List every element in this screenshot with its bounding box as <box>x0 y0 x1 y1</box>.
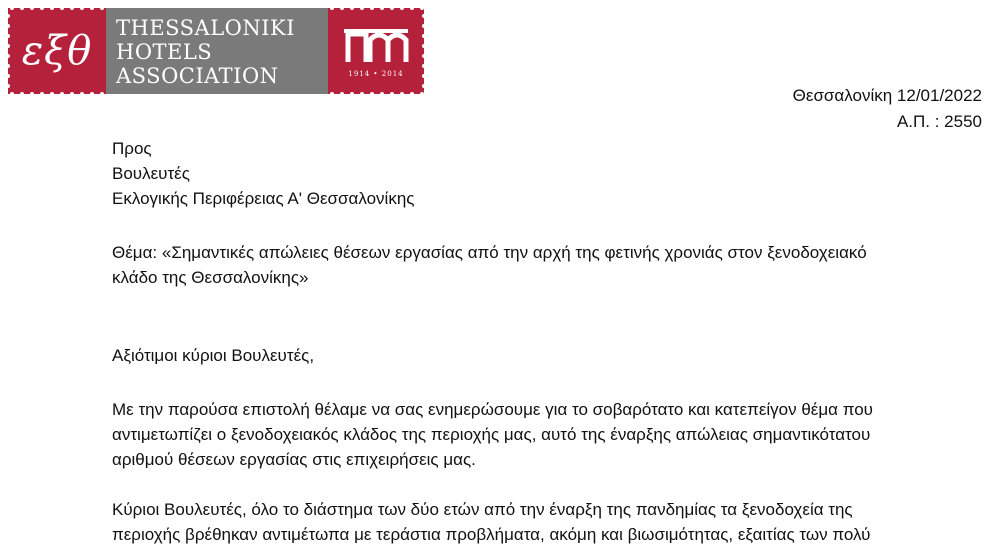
logo-line-3: ASSOCIATION <box>116 64 279 88</box>
paragraph-1-line-1: Με την παρούσα επιστολή θέλαμε να σας ενημερώσουμε για το σοβαρότατο και κατεπείγον θέμα που <box>112 400 873 419</box>
paragraph-2-line-2: περιοχής βρέθηκαν αντιμέτωπα με τεράστια προβλήματα, ακόμη και βιωσιμότητας, εξαιτίας των πολύ <box>112 525 871 544</box>
logo-monogram-panel <box>8 8 106 94</box>
letter-date: Θεσσαλονίκη 12/01/2022 <box>792 86 982 105</box>
logo-monogram: εξθ <box>21 28 93 74</box>
logo-centenary-panel <box>328 8 424 94</box>
logo-line-2: HOTELS <box>116 40 213 64</box>
recipient-title: Βουλευτές <box>112 164 190 183</box>
centenary-arches-icon <box>342 26 410 66</box>
paragraph-1-line-2: αντιμετωπίζει ο ξενοδοχειακός κλάδος της περιοχής μας, αυτό της έναρξης απώλειας σημαντικότατου <box>112 425 871 444</box>
protocol-number: Α.Π. : 2550 <box>896 112 982 131</box>
paragraph-2-line-1: Κύριοι Βουλευτές, όλο το διάστημα των δύο ετών από την έναρξη της πανδημίας τα ξενοδοχεία της <box>112 500 853 519</box>
subject-line-1: Θέμα: «Σημαντικές απώλειες θέσεων εργασίας από την αρχή της φετινής χρονιάς στον ξενοδοχειακό <box>112 243 867 262</box>
subject-line-2: κλάδο της Θεσσαλονίκης» <box>112 268 309 287</box>
association-logo <box>8 8 424 94</box>
recipient-to: Προς <box>112 139 152 158</box>
logo-name-panel <box>106 8 328 94</box>
recipient-constituency: Εκλογικής Περιφέρειας Α' Θεσσαλονίκης <box>112 189 415 208</box>
paragraph-1-line-3: αριθμού θέσεων εργασίας στις επιχειρήσεις μας. <box>112 450 476 469</box>
logo-line-1: THESSALONIKI <box>116 16 296 40</box>
logo-years: 1914 • 2014 <box>348 70 404 78</box>
salutation: Αξιότιμοι κύριοι Βουλευτές, <box>112 346 315 365</box>
